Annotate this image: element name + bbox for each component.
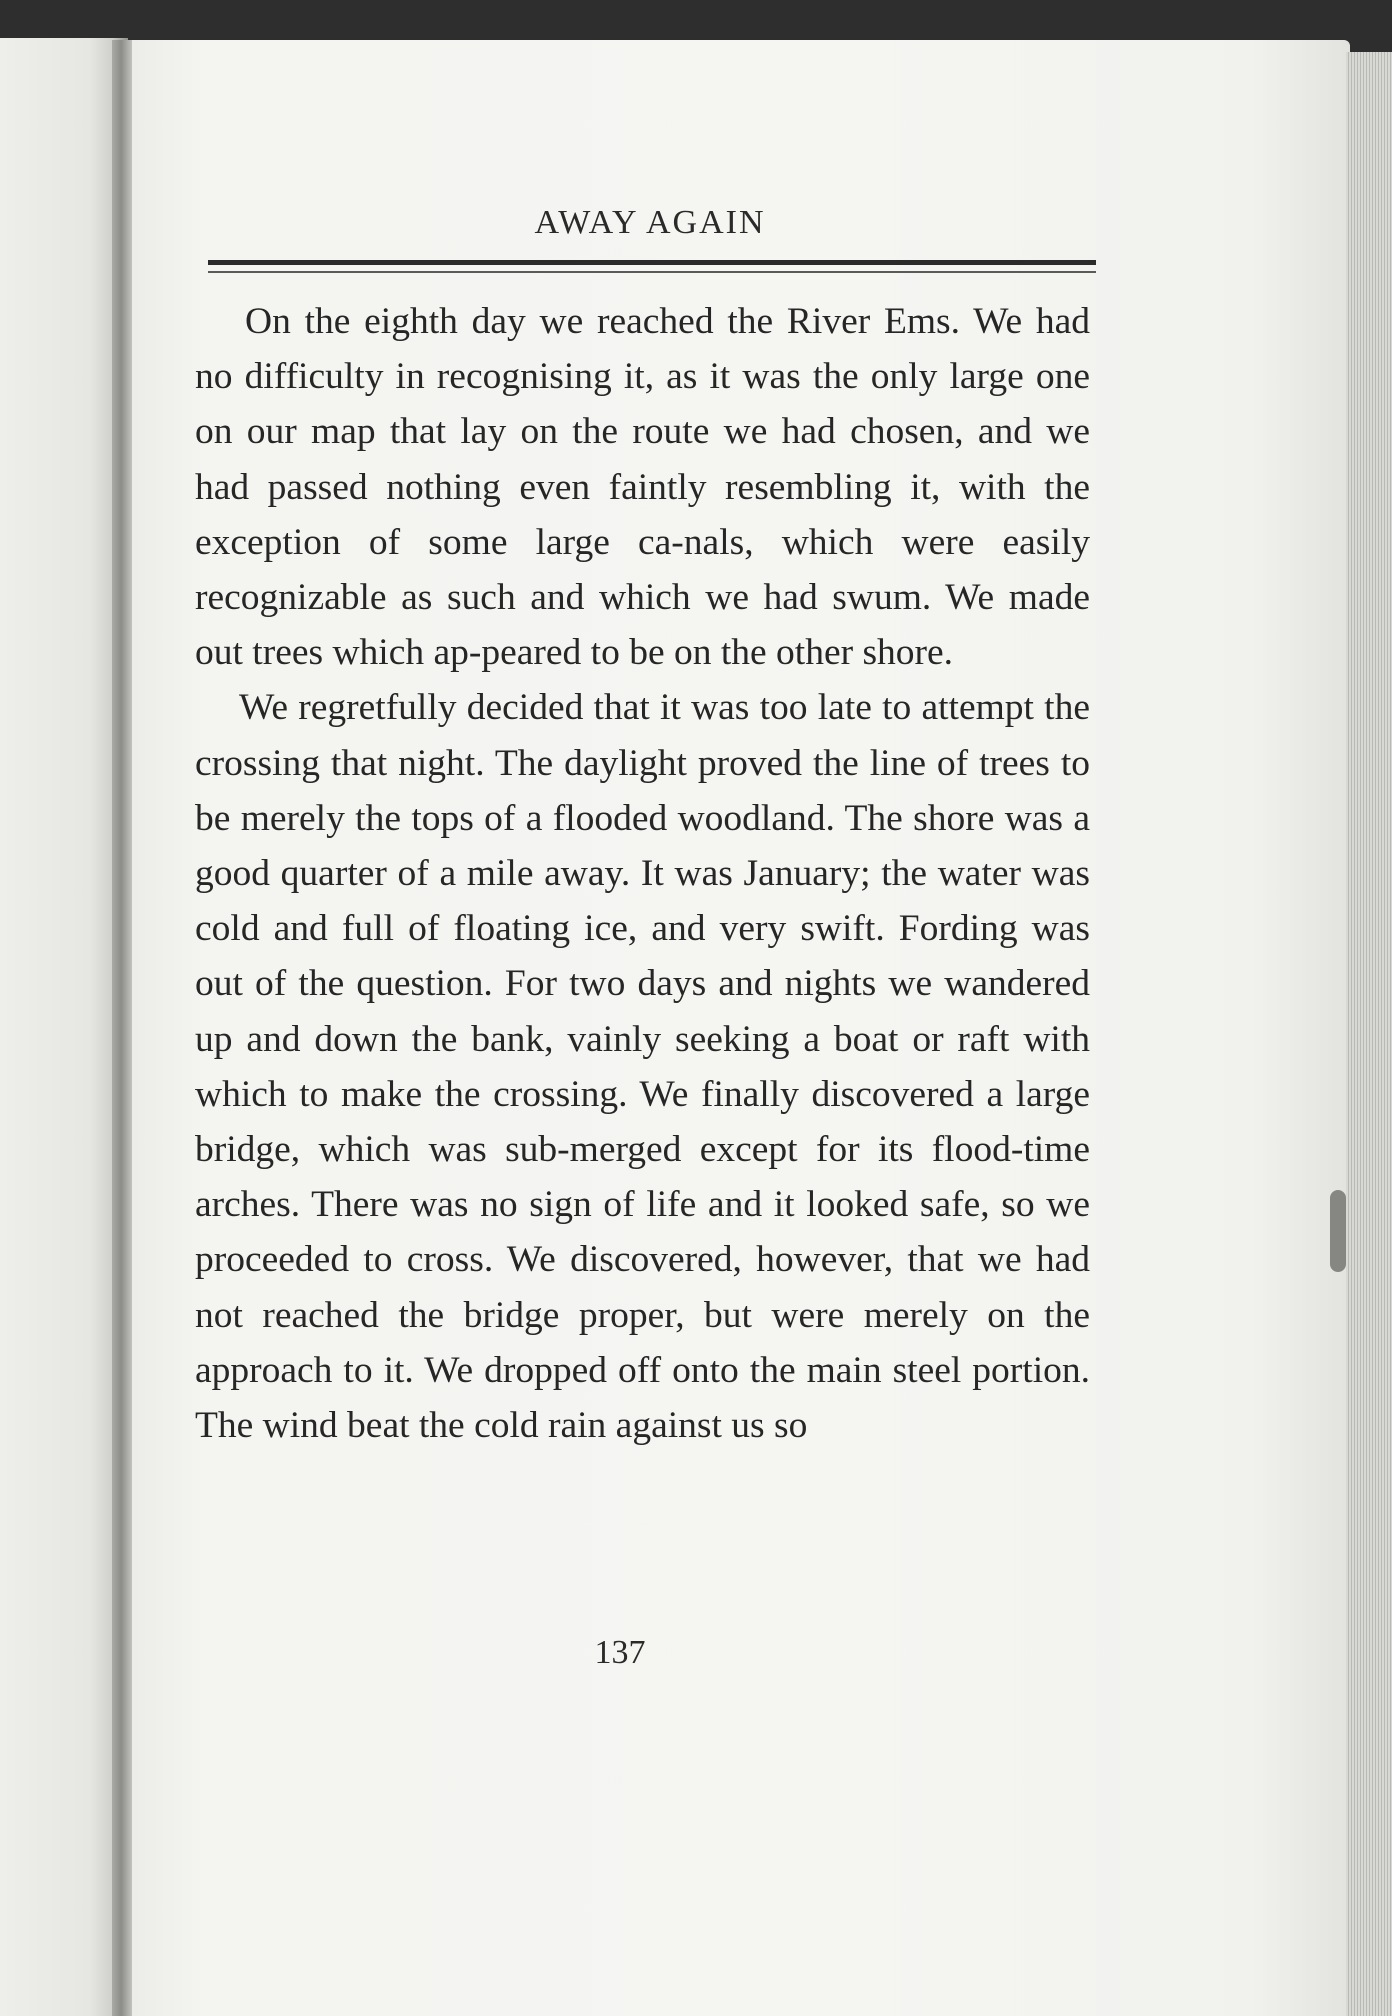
running-head: AWAY AGAIN (534, 204, 766, 241)
header-rule-thin (208, 271, 1096, 273)
header-rule-thick (208, 260, 1096, 265)
page-number: 137 (594, 1634, 646, 1671)
left-page-edge (0, 38, 128, 2016)
body-text (195, 294, 1090, 1453)
page-edge-tab-mark (1330, 1190, 1346, 1272)
paragraph-1: On the eighth day we reached the River Ems. We had no difficulty in recognising it, as it was the only large one on our map that lay on the route we had chosen, and we had passed nothing even faintly resembling it, with the exception of some large ca-nals, which were easily recognizable as such and which we had swum. We made out trees which ap-peared to be on the other shore. (195, 301, 1090, 674)
paragraph-2: We regretfully decided that it was too late to attempt the crossing that night. The daylight proved the line of trees to be merely the tops of a flooded woodland. The shore was a good quarter of a mile away. It was January; the water was cold and full of floating ice, and very swift. Fording was out of the question. For two days and nights we wandered up and down the bank, vainly seeking a boat or raft with which to make the crossing. We finally discovered a large bridge, which was sub-merged except for its flood-time arches. There was no sign of life and it looked safe, so we proceeded to cross. We discovered, however, that we had not reached the bridge proper, but were merely on the approach to it. We dropped off onto the main steel portion. The wind beat the cold rain against us so (195, 687, 1090, 1447)
page-block-edges (1346, 52, 1392, 2016)
